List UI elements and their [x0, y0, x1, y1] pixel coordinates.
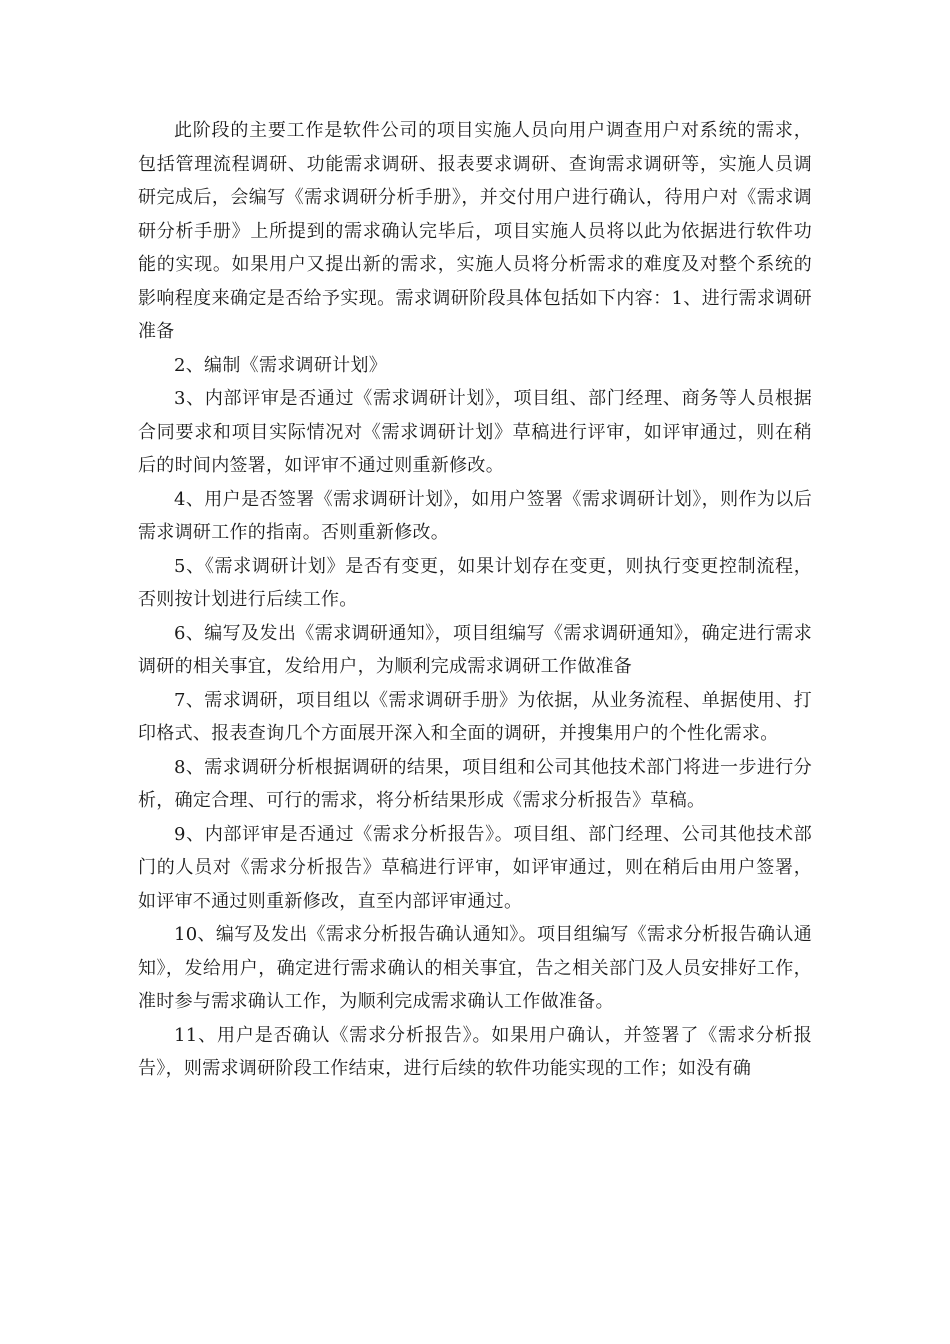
paragraph-step-3: 3、内部评审是否通过《需求调研计划》，项目组、部门经理、商务等人员根据合同要求和项目实际情况对《需求调研计划》草稿进行评审，如评审通过，则在稍后的时间内签署，如评审不通过则重新修改。 — [138, 388, 812, 476]
paragraph-step-4: 4、用户是否签署《需求调研计划》，如用户签署《需求调研计划》，则作为以后需求调研工作的指南。否则重新修改。 — [138, 488, 812, 543]
paragraph-step-9: 9、内部评审是否通过《需求分析报告》。项目组、部门经理、公司其他技术部门的人员对《需求分析报告》草稿进行评审，如评审通过，则在稍后由用户签署，如评审不通过则重新修改，直至内部评审通过。 — [138, 823, 812, 912]
paragraph-step-2: 2、编制《需求调研计划》 — [174, 354, 388, 376]
paragraph-intro: 此阶段的主要工作是软件公司的项目实施人员向用户调查用户对系统的需求，包括管理流程调研、功能需求调研、报表要求调研、查询需求调研等，实施人员调研完成后，会编写《需求调研分析手册》，并交付用户进行确认，待用户对《需求调研分析手册》上所提到的需求确认完毕后，项目实施人员将以此为依据进行软件功能的实现。如果用户又提出新的需求，实施人员将分析需求的难度及对整个系统的影响程度来确定是否给予实现。需求调研阶段具体包括如下内容：1、进行需求调研准备 — [138, 120, 812, 342]
paragraph-step-7: 7、需求调研，项目组以《需求调研手册》为依据，从业务流程、单据使用、打印格式、报表查询几个方面展开深入和全面的调研，并搜集用户的个性化需求。 — [138, 689, 812, 744]
paragraph-step-6: 6、编写及发出《需求调研通知》，项目组编写《需求调研通知》，确定进行需求调研的相关事宜，发给用户，为顺利完成需求调研工作做准备 — [138, 622, 812, 677]
paragraph-step-11: 11、用户是否确认《需求分析报告》。如果用户确认，并签署了《需求分析报告》，则需求调研阶段工作结束，进行后续的软件功能实现的工作；如没有确 — [138, 1024, 812, 1079]
document-page — [138, 114, 812, 1086]
paragraph-step-10: 10、编写及发出《需求分析报告确认通知》。项目组编写《需求分析报告确认通知》，发给用户，确定进行需求确认的相关事宜，告之相关部门及人员安排好工作，准时参与需求确认工作，为顺利完成需求确认工作做准备。 — [138, 924, 812, 1012]
paragraph-step-8: 8、需求调研分析根据调研的结果，项目组和公司其他技术部门将进一步进行分析，确定合理、可行的需求，将分析结果形成《需求分析报告》草稿。 — [138, 756, 812, 811]
paragraph-step-5: 5、《需求调研计划》是否有变更，如果计划存在变更，则执行变更控制流程，否则按计划进行后续工作。 — [138, 555, 812, 610]
